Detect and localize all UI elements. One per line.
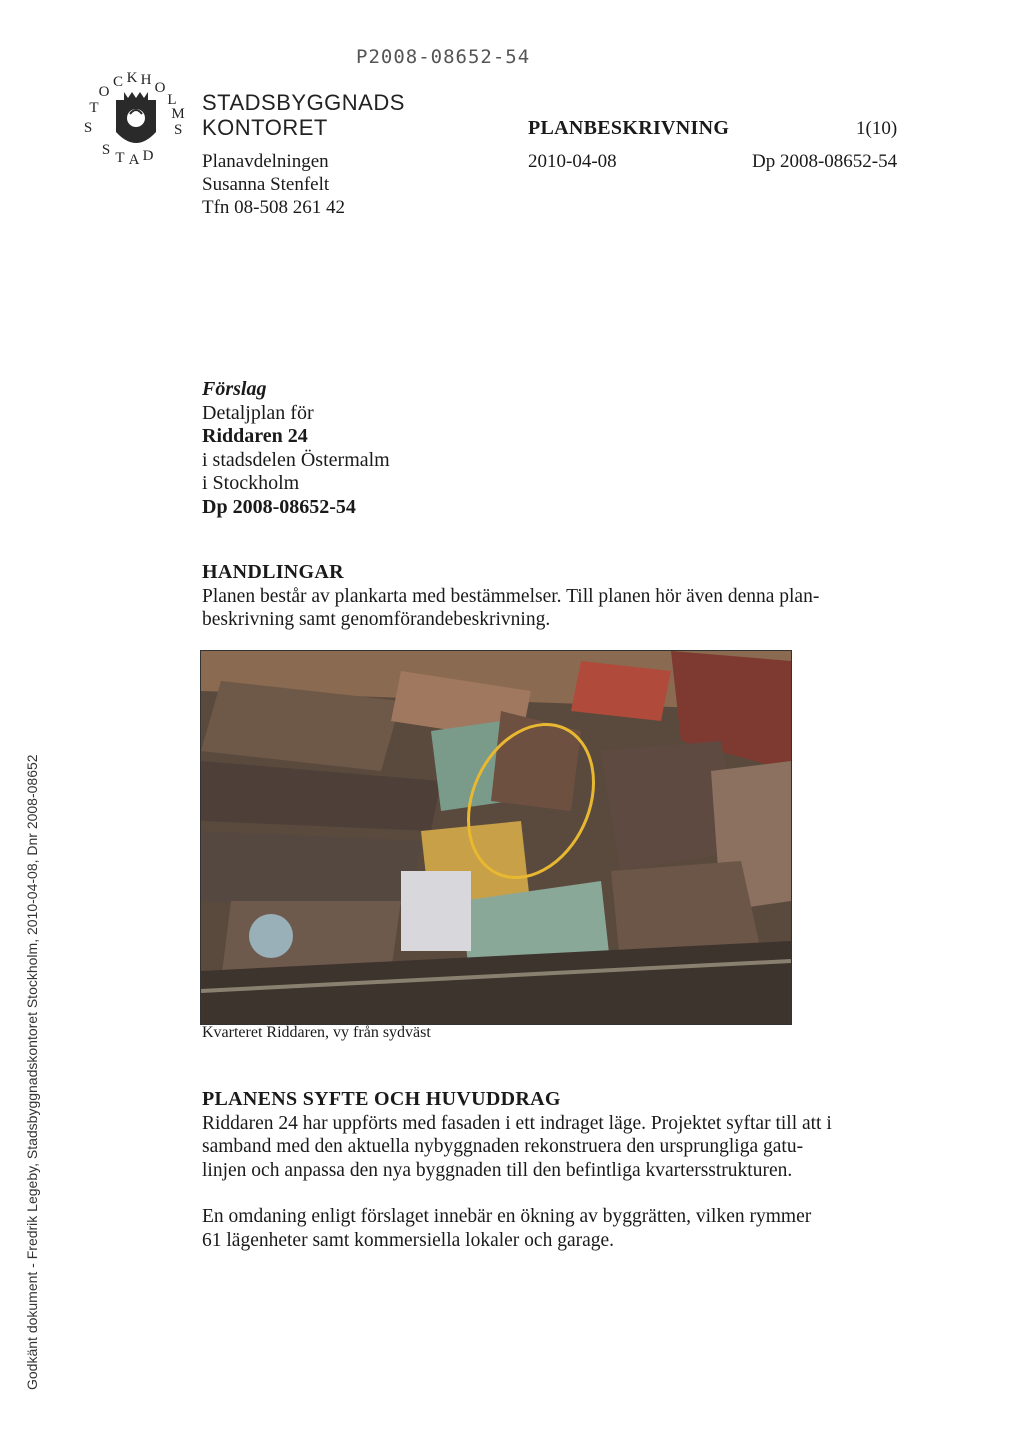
handlingar-heading: HANDLINGAR xyxy=(202,561,344,583)
proposal-district: i stadsdelen Östermalm xyxy=(202,448,390,471)
photo-caption: Kvarteret Riddaren, vy från sydväst xyxy=(202,1024,431,1041)
proposal-block xyxy=(202,378,390,519)
page-number: 1(10) xyxy=(856,118,898,139)
proposal-city: i Stockholm xyxy=(202,472,300,494)
aerial-photo xyxy=(200,650,792,1025)
org-line-1: STADSBYGGNADS xyxy=(202,90,405,115)
syfte-paragraph-2: En omdaning enligt förslaget innebär en ökning av byggrätten, vilken rymmer 61 lägenheter samt kommersiella lokaler och garage. xyxy=(202,1206,812,1251)
stockholm-city-logo xyxy=(80,70,192,170)
svg-text:STOCKHOLMS STAD: STOC K H OL M S S T A D xyxy=(83,70,185,168)
document-date: 2010-04-08 xyxy=(528,151,617,172)
approval-side-note: Godkänt dokument - Fredrik Legeby, Stadsbyggnadskontoret Stockholm, 2010-04-08, Dnr 2008-08652 xyxy=(24,754,40,1390)
proposal-id: Dp 2008-08652-54 xyxy=(202,495,356,518)
org-line-2: KONTORET xyxy=(202,115,328,140)
contact-block xyxy=(202,150,345,219)
document-stamp: P2008-08652-54 xyxy=(356,46,531,68)
contact-phone: Tfn 08-508 261 42 xyxy=(202,197,346,218)
proposal-line-1: Detaljplan för xyxy=(202,401,314,424)
contact-person: Susanna Stenfelt xyxy=(202,174,330,195)
proposal-label: Förslag xyxy=(202,378,267,400)
property-name: Riddaren 24 xyxy=(202,425,308,447)
handlingar-text: Planen består av plankarta med bestämmelser. Till planen hör även denna plan-beskrivning samt genomförandebeskrivning. xyxy=(202,585,820,630)
handlingar-section xyxy=(202,561,832,632)
syfte-section xyxy=(202,1088,832,1252)
document-id: Dp 2008-08652-54 xyxy=(752,151,898,172)
organization-name xyxy=(202,90,405,140)
department: Planavdelningen xyxy=(202,151,329,172)
syfte-paragraph-1: Riddaren 24 har uppförts med fasaden i ett indraget läge. Projektet syftar till att i samband med den aktuella nybyggnaden rekonstruera den ursprungliga gatu-linjen och anpassa den nya byggnaden till den befintliga kvartersstrukturen. xyxy=(202,1112,832,1181)
document-type: PLANBESKRIVNING xyxy=(528,117,730,139)
syfte-heading: PLANENS SYFTE OCH HUVUDDRAG xyxy=(202,1088,561,1110)
